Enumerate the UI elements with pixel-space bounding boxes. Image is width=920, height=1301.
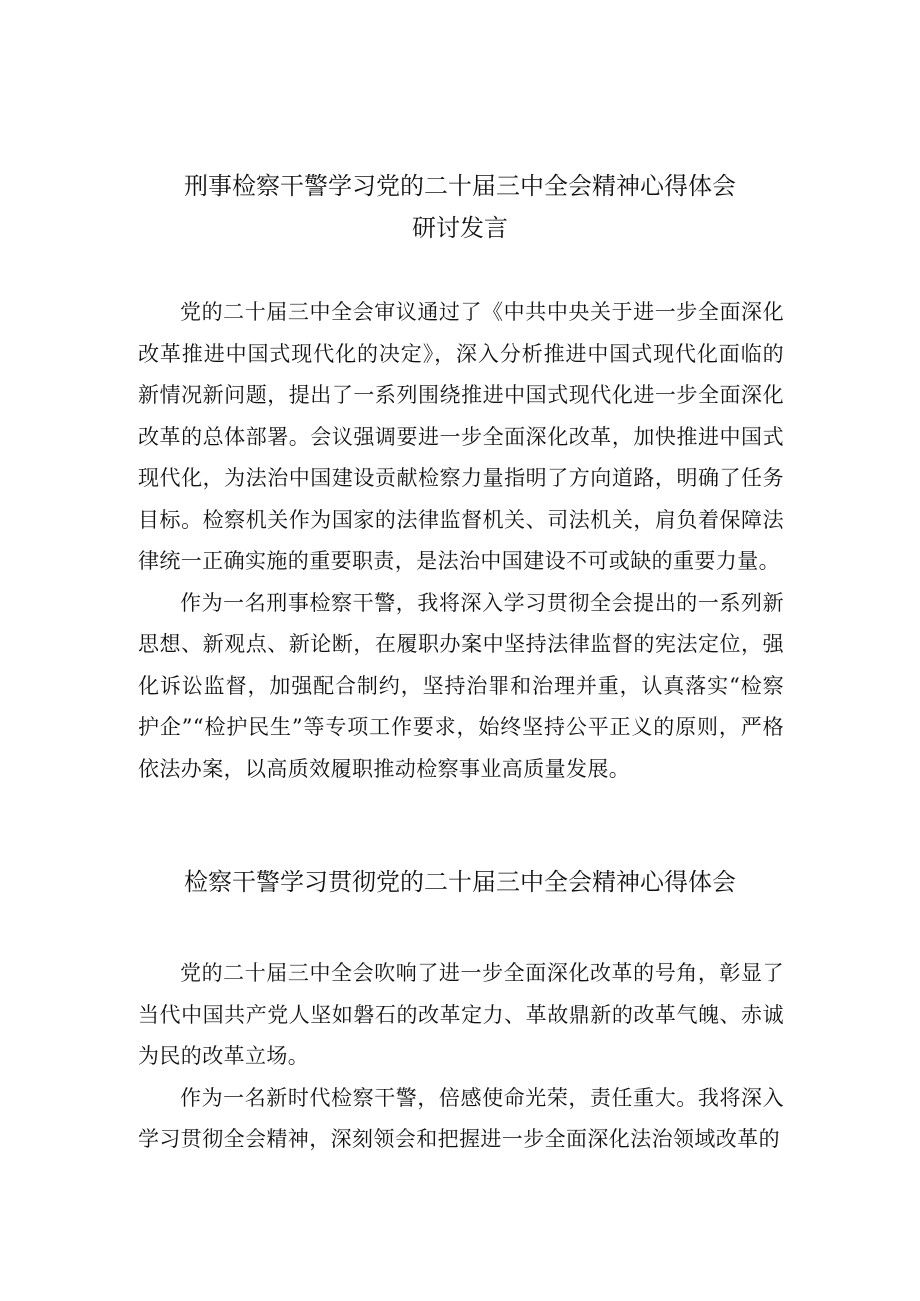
article-1-body — [138, 292, 784, 790]
article-2-paragraph-2: 作为一名新时代检察干警，倍感使命光荣，责任重大。我将深入学习贯彻全会精神，深刻领会和把握进一步全面深化法治领域改革的 — [138, 1085, 784, 1151]
article-1-paragraph-2: 作为一名刑事检察干警，我将深入学习贯彻全会提出的一系列新思想、新观点、新论断，在履职办案中坚持法律监督的宪法定位，强化诉讼监督，加强配合制约，坚持治罪和治理并重，认真落实“检察护企”“检护民生”等专项工作要求，始终坚持公平正义的原则，严格依法办案，以高质效履职推动检察事业高质量发展。 — [138, 590, 784, 781]
article-2-title: 检察干警学习贯彻党的二十届三中全会精神心得体会 — [184, 868, 736, 896]
article-2-body — [138, 953, 784, 1161]
article-1-paragraph-1: 党的二十届三中全会审议通过了《中共中央关于进一步全面深化改革推进中国式现代化的决定》，深入分析推进中国式现代化面临的新情况新问题，提出了一系列围绕推进中国式现代化进一步全面深化改革的总体部署。会议强调要进一步全面深化改革，加快推进中国式现代化，为法治中国建设贡献检察力量指明了方向道路，明确了任务目标。检察机关作为国家的法律监督机关、司法机关，肩负着保障法律统一正确实施的重要职责，是法治中国建设不可或缺的重要力量。 — [138, 300, 784, 573]
article-1-subtitle: 研讨发言 — [412, 214, 508, 242]
article-2-paragraph-1: 党的二十届三中全会吹响了进一步全面深化改革的号角，彰显了当代中国共产党人坚如磐石的改革定力、革故鼎新的改革气魄、赤诚为民的改革立场。 — [138, 961, 784, 1068]
article-1-title: 刑事检察干警学习党的二十届三中全会精神心得体会 — [184, 172, 736, 200]
